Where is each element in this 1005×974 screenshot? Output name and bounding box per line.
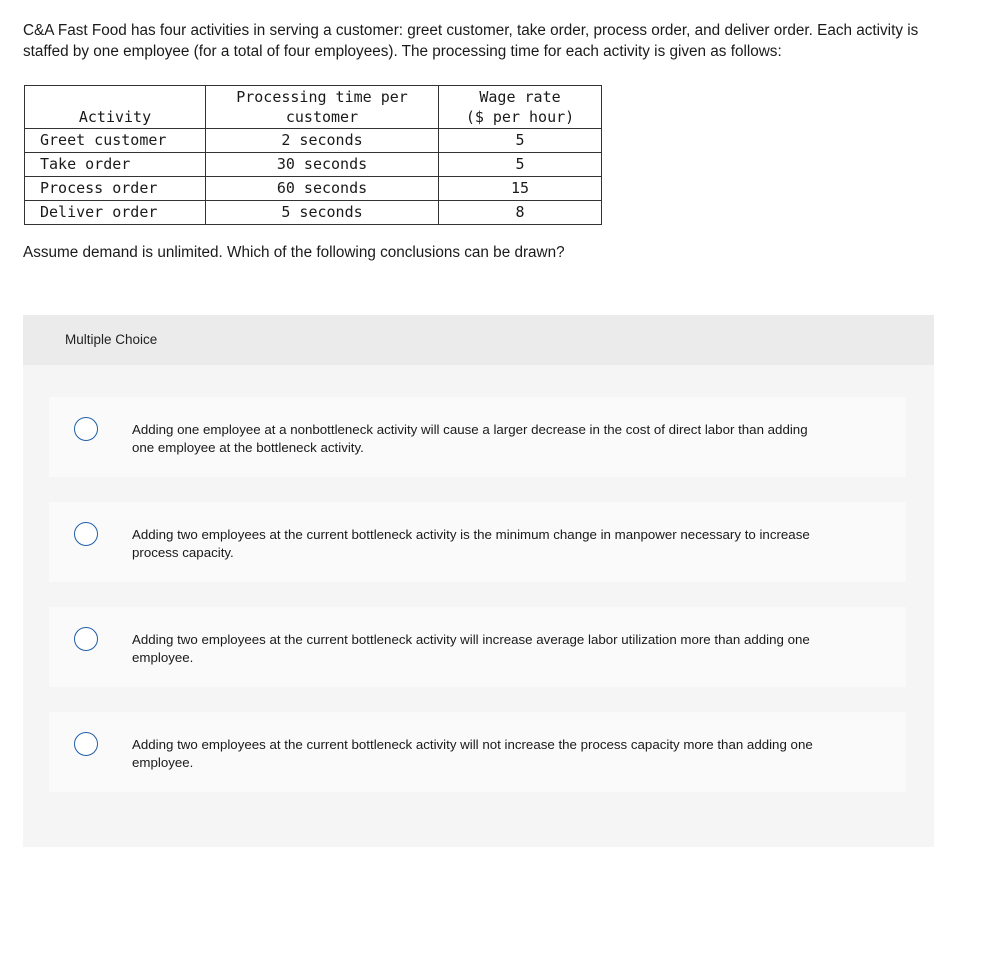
header-wage-line2: ($ per hour) bbox=[465, 108, 575, 126]
cell-wage: 8 bbox=[439, 201, 602, 225]
question-intro: C&A Fast Food has four activities in serving a customer: greet customer, take order, process order, and deliver order. Each activity is staffed by one employee (for a total of four employees). The processing time for each activity is given as follows: bbox=[23, 22, 919, 60]
cell-activity: Greet customer bbox=[25, 129, 206, 153]
multiple-choice-panel bbox=[23, 315, 934, 847]
option-text: Adding two employees at the current bottleneck activity will increase average labor utilization more than adding one employee. bbox=[132, 632, 810, 665]
answer-option-2[interactable] bbox=[49, 502, 906, 582]
radio-button[interactable] bbox=[74, 417, 98, 441]
table-header-row bbox=[25, 86, 602, 129]
header-processing-time bbox=[206, 86, 439, 129]
cell-activity: Process order bbox=[25, 177, 206, 201]
cell-time: 2 seconds bbox=[206, 129, 439, 153]
cell-time: 60 seconds bbox=[206, 177, 439, 201]
option-text: Adding two employees at the current bottleneck activity is the minimum change in manpower necessary to increase process capacity. bbox=[132, 527, 810, 560]
header-wage-line1: Wage rate bbox=[479, 88, 561, 106]
answer-option-4[interactable] bbox=[49, 712, 906, 792]
multiple-choice-header bbox=[23, 315, 934, 365]
header-activity bbox=[25, 86, 206, 129]
header-activity-label: Activity bbox=[78, 108, 152, 126]
cell-time: 30 seconds bbox=[206, 153, 439, 177]
processing-time-table bbox=[24, 85, 602, 225]
table-row bbox=[25, 177, 602, 201]
answer-option-1[interactable] bbox=[49, 397, 906, 477]
table-row bbox=[25, 129, 602, 153]
option-text: Adding two employees at the current bottleneck activity will not increase the process capacity more than adding one employee. bbox=[132, 737, 813, 770]
multiple-choice-label: Multiple Choice bbox=[65, 332, 158, 347]
header-time-line2: customer bbox=[285, 108, 359, 126]
radio-button[interactable] bbox=[74, 627, 98, 651]
header-wage-rate bbox=[439, 86, 602, 129]
cell-time: 5 seconds bbox=[206, 201, 439, 225]
cell-activity: Deliver order bbox=[25, 201, 206, 225]
cell-wage: 15 bbox=[439, 177, 602, 201]
answer-option-3[interactable] bbox=[49, 607, 906, 687]
cell-wage: 5 bbox=[439, 153, 602, 177]
option-text: Adding one employee at a nonbottleneck activity will cause a larger decrease in the cost of direct labor than adding one employee at the bottleneck activity. bbox=[132, 422, 808, 455]
table-row bbox=[25, 153, 602, 177]
radio-button[interactable] bbox=[74, 732, 98, 756]
radio-button[interactable] bbox=[74, 522, 98, 546]
cell-wage: 5 bbox=[439, 129, 602, 153]
cell-activity: Take order bbox=[25, 153, 206, 177]
table-row bbox=[25, 201, 602, 225]
question-prompt: Assume demand is unlimited. Which of the following conclusions can be drawn? bbox=[23, 244, 565, 261]
header-time-line1: Processing time per bbox=[236, 88, 408, 106]
